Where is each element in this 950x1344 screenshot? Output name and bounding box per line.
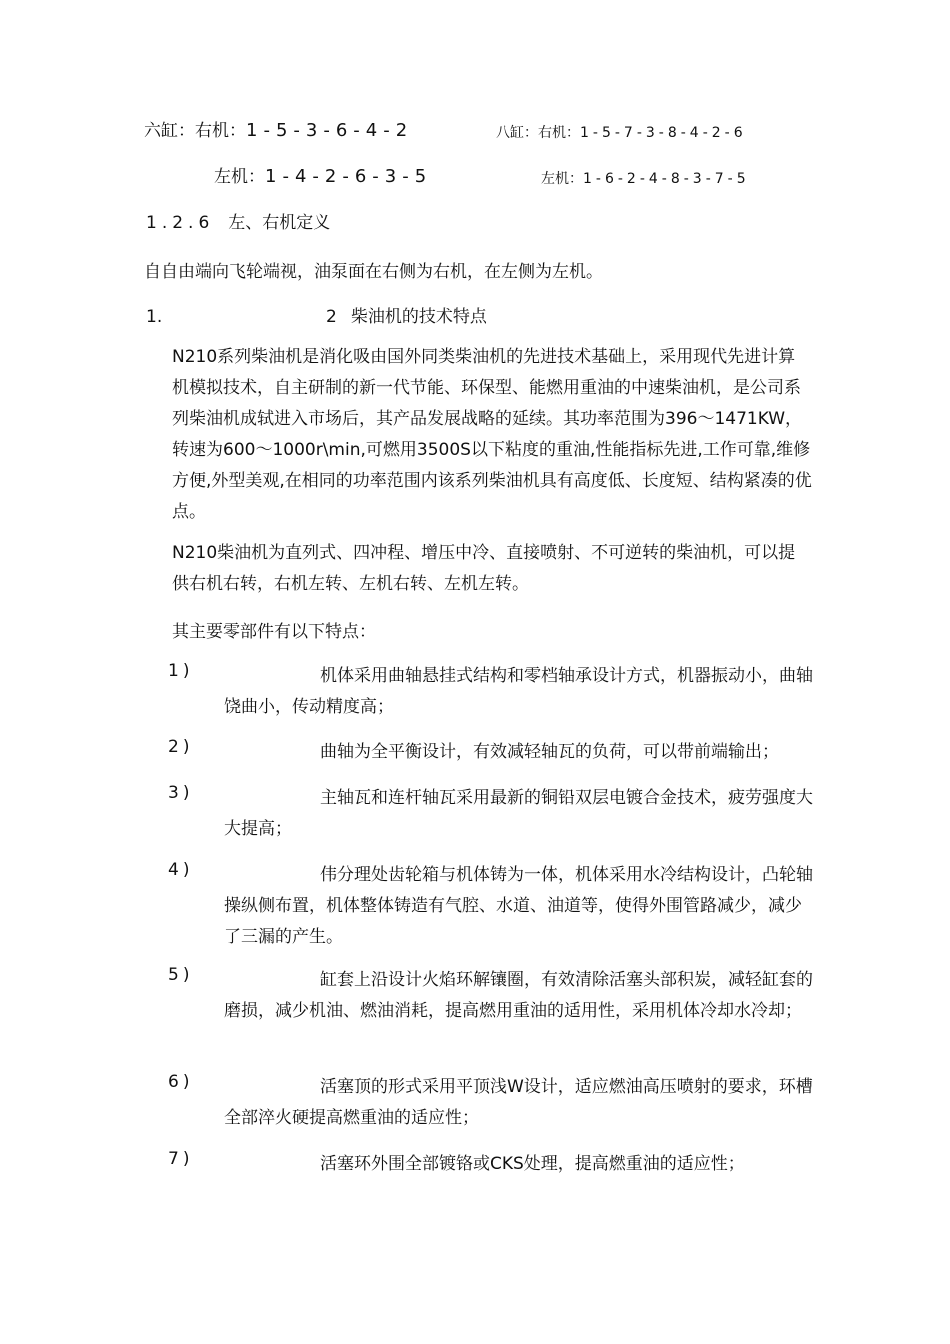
eight-left-sequence: 1-6-2-4-8-3-7-5 xyxy=(583,171,750,187)
section-number-b: 2 xyxy=(326,307,337,327)
feature-text: 缸套上沿设计火焰环解镶圈，有效清除活塞头部积炭，减轻缸套的磨损，减少机油、燃油消耗，提高燃用重油的适用性，采用机体冷却水冷却； xyxy=(224,970,813,1021)
feature-text: 活塞顶的形式采用平顶浅W设计，适应燃油高压喷射的要求，环槽全部淬火硬提高燃重油的适应性； xyxy=(224,1077,813,1128)
feature-index: 7) xyxy=(168,1149,194,1169)
section-number: 1.2.6 xyxy=(146,213,215,233)
feature-text: 曲轴为全平衡设计，有效减轻轴瓦的负荷，可以带前端输出； xyxy=(320,742,779,762)
section-title: 柴油机的技术特点 xyxy=(350,307,487,327)
left-right-definition: 自自由端向飞轮端视，油泵面在右侧为右机，在左侧为左机。 xyxy=(144,262,603,282)
section-number-a: 1. xyxy=(146,307,163,327)
feature-text: 主轴瓦和连杆轴瓦采用最新的铜铅双层电镀合金技术，疲劳强度大大提高； xyxy=(224,788,813,839)
feature-index: 1) xyxy=(168,661,194,681)
eight-left-label: 左机： xyxy=(541,171,583,187)
section-heading-1-2-6 xyxy=(146,208,330,233)
six-left-sequence: 1-4-2-6-3-5 xyxy=(265,166,433,187)
feature-index: 6) xyxy=(168,1072,194,1092)
six-cylinder-right-firing-order xyxy=(144,116,413,141)
feature-index: 3) xyxy=(168,783,194,803)
feature-text: 伟分理处齿轮箱与机体铸为一体，机体采用水冷结构设计，凸轮轴操纵侧布置，机体整体铸造有气腔、水道、油道等，使得外围管路减少，减少了三漏的产生。 xyxy=(224,865,813,947)
six-right-label: 六缸：右机： xyxy=(144,121,246,141)
feature-text: 活塞环外围全部镀铬或CKS处理，提高燃重油的适应性； xyxy=(320,1154,745,1174)
section-heading-1-2 xyxy=(146,302,487,327)
eight-cylinder-left-firing-order xyxy=(541,168,750,188)
six-left-label: 左机： xyxy=(214,167,265,187)
section-title: 左、右机定义 xyxy=(228,213,331,233)
six-cylinder-left-firing-order xyxy=(214,162,432,187)
feature-index: 2) xyxy=(168,737,194,757)
eight-cylinder-right-firing-order xyxy=(496,122,747,142)
feature-index: 5) xyxy=(168,965,194,985)
configuration-paragraph: N210柴油机为直列式、四冲程、增压中冷、直接喷射、不可逆转的柴油机，可以提供右机右转，右机左转、左机右转、左机左转。 xyxy=(172,543,796,594)
intro-paragraph: N210系列柴油机是消化吸由国外同类柴油机的先进技术基础上，采用现代先进计算机模拟技术，自主研制的新一代节能、环保型、能燃用重油的中速柴油机，是公司系列柴油机成轼进入市场后，其产品发展战略的延续。其功率范围为396～1471KW，转速为600～1000r\min,可燃用3500S以下粘度的重油,性能指标先进,工作可靠,维修方便,外型美观,在相同的功率范围内该系列柴油机具有高度低、长度短、结构紧凑的优点。 xyxy=(172,347,812,522)
features-lead-paragraph: 其主要零部件有以下特点： xyxy=(172,622,376,642)
eight-right-sequence: 1-5-7-3-8-4-2-6 xyxy=(580,125,747,141)
feature-index: 4) xyxy=(168,860,194,880)
eight-right-label: 八缸：右机： xyxy=(496,125,580,141)
six-right-sequence: 1-5-3-6-4-2 xyxy=(246,120,414,141)
feature-text: 机体采用曲轴悬挂式结构和零档轴承设计方式，机器振动小，曲轴饶曲小，传动精度高； xyxy=(224,666,813,717)
